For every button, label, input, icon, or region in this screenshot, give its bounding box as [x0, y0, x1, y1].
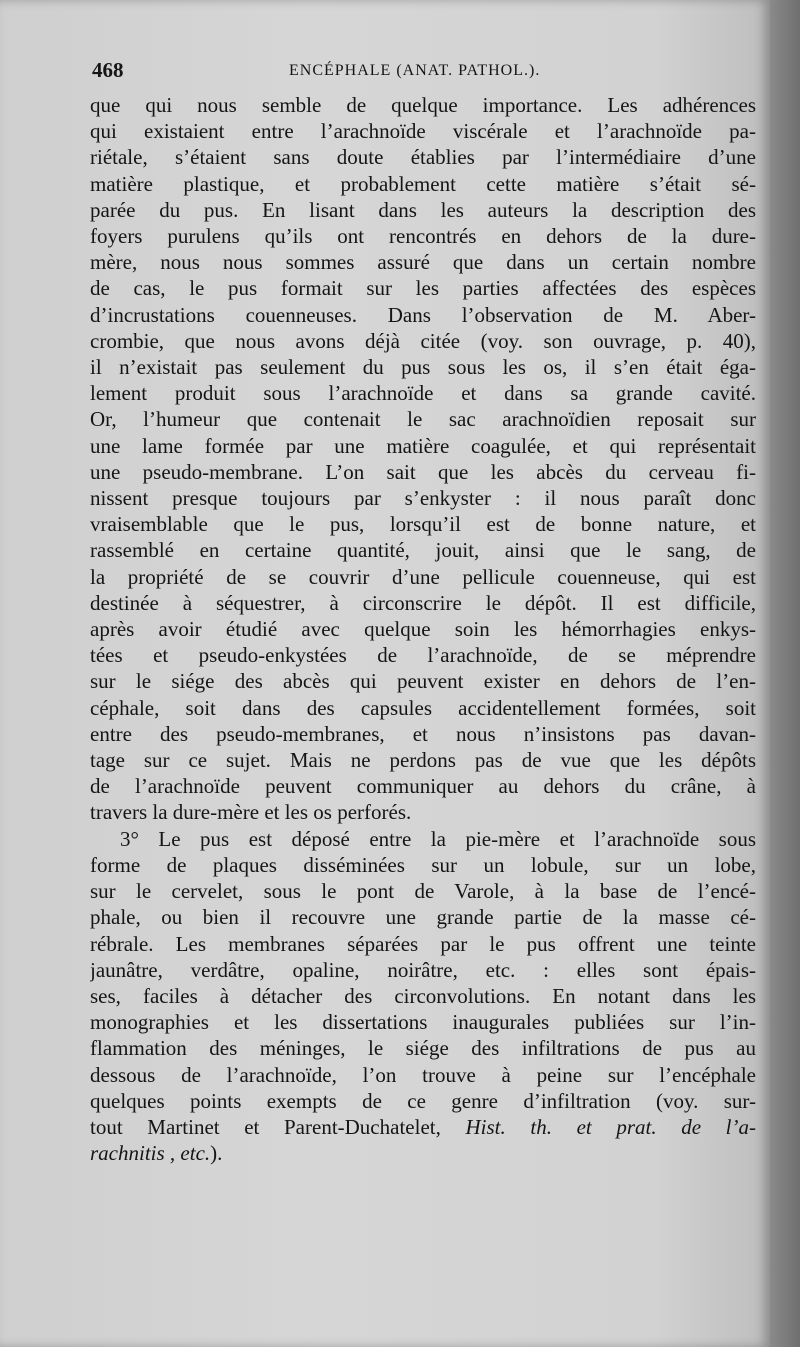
text-line: de cas, le pus formait sur les parties affectées des espèces [90, 276, 756, 301]
text-line: rassemblé en certaine quantité, jouit, ainsi que le sang, de [90, 538, 756, 563]
italic-citation: rachnitis , etc. [90, 1141, 211, 1166]
text-line: flammation des méninges, le siége des infiltrations de pus au [90, 1036, 756, 1061]
text-line: ses, faciles à détacher des circonvolutions. En notant dans les [90, 983, 756, 1008]
text-line: vraisemblable que le pus, lorsqu’il est de bonne nature, et [90, 512, 756, 537]
text-line: rébrale. Les membranes séparées par le pus offrent une teinte [90, 931, 756, 956]
text-line: d’incrustations couenneuses. Dans l’observation de M. Aber- [90, 302, 756, 327]
text-line: il n’existait pas seulement du pus sous les os, il s’en était éga- [90, 355, 756, 380]
text-segment: ). [210, 1141, 223, 1166]
text-line: une lame formée par une matière coagulée, et qui représentait [90, 433, 756, 458]
text-line: qui existaient entre l’arachnoïde viscérale et l’arachnoïde pa- [90, 119, 756, 144]
text-line: de l’arachnoïde peuvent communiquer au dehors du crâne, à [90, 774, 756, 799]
text-line: jaunâtre, verdâtre, opaline, noirâtre, etc. : elles sont épais- [90, 957, 756, 982]
text-line: monographies et les dissertations inaugurales publiées sur l’in- [90, 1010, 756, 1035]
body-text [90, 92, 756, 1166]
text-line: entre des pseudo-membranes, et nous n’insistons pas davan- [90, 721, 756, 746]
text-line: sur le cervelet, sous le pont de Varole, à la base de l’encé- [90, 879, 756, 904]
text-line: une pseudo-membrane. L’on sait que les abcès du cerveau fi- [90, 459, 756, 484]
text-line: destinée à séquestrer, à circonscrire le dépôt. Il est difficile, [90, 590, 756, 615]
text-line: lement produit sous l’arachnoïde et dans sa grande cavité. [90, 381, 756, 406]
running-title: ENCÉPHALE (ANAT. PATHOL.). [289, 62, 541, 79]
text-line: Or, l’humeur que contenait le sac arachnoïdien reposait sur [90, 407, 756, 432]
text-line: phale, ou bien il recouvre une grande partie de la masse cé- [90, 905, 756, 930]
text-line-mixed [90, 1114, 756, 1140]
page-edge-shadow [770, 0, 800, 1347]
text-line: mère, nous nous sommes assuré que dans un certain nombre [90, 250, 756, 275]
text-line: crombie, que nous avons déjà citée (voy. son ouvrage, p. 40), [90, 328, 756, 353]
text-line: parée du pus. En lisant dans les auteurs la description des [90, 197, 756, 222]
page-header [92, 58, 758, 88]
text-line: sur le siége des abcès qui peuvent exister en dehors de l’en- [90, 669, 756, 694]
text-line: matière plastique, et probablement cette matière s’était sé- [90, 171, 756, 196]
text-line: foyers purulens qu’ils ont rencontrés en dehors de la dure- [90, 224, 756, 249]
text-line: céphale, soit dans des capsules accidentellement formées, soit [90, 695, 756, 720]
text-line: la propriété de se couvrir d’une pellicule couenneuse, qui est [90, 564, 756, 589]
text-line: tage sur ce sujet. Mais ne perdons pas de vue que les dépôts [90, 748, 756, 773]
page-number: 468 [92, 58, 124, 82]
text-line: travers la dure-mère et les os perforés. [90, 800, 412, 825]
text-segment: tout Martinet et Parent-Duchatelet, [90, 1114, 441, 1139]
text-line: quelques points exempts de ce genre d’infiltration (voy. sur- [90, 1088, 756, 1113]
text-line: riétale, s’étaient sans doute établies par l’intermédiaire d’une [90, 145, 756, 170]
text-line: après avoir étudié avec quelque soin les hémorrhagies enkys- [90, 617, 756, 642]
text-line: dessous de l’arachnoïde, l’on trouve à peine sur l’encéphale [90, 1062, 756, 1087]
italic-citation: Hist. th. et prat. de l’a- [465, 1114, 756, 1139]
text-line: forme de plaques disséminées sur un lobule, sur un lobe, [90, 852, 756, 877]
text-line: 3° Le pus est déposé entre la pie-mère et l’arachnoïde sous [120, 826, 756, 851]
text-line: que qui nous semble de quelque importance. Les adhérences [90, 93, 756, 117]
text-line: nissent presque toujours par s’enkyster : il nous paraît donc [90, 486, 756, 511]
text-line: tées et pseudo-enkystées de l’arachnoïde, de se méprendre [90, 643, 756, 668]
text-line-mixed [90, 1140, 756, 1166]
